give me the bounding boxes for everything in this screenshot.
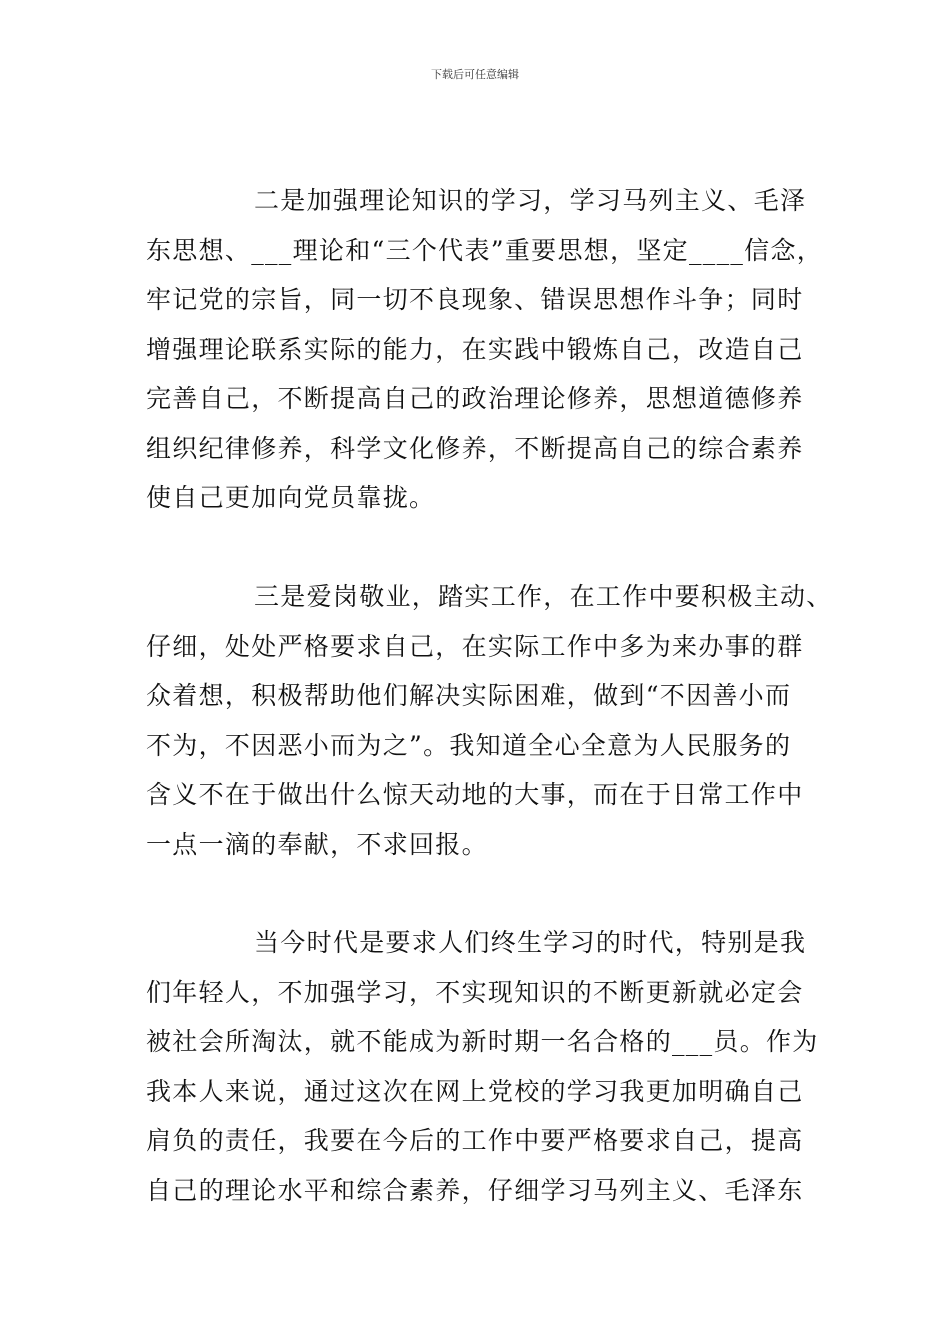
paragraph-2	[146, 572, 833, 869]
text-line: 被社会所淘汰，就不能成为新时期一名合格的___员。作为	[146, 1027, 819, 1056]
text-line: 仔细，处处严格要求自己，在实际工作中多为来办事的群	[146, 631, 804, 661]
text-line: 众着想，积极帮助他们解决实际困难，做到“不因善小而	[146, 681, 792, 710]
text-line: 当今时代是要求人们终生学习的时代，特别是我	[254, 928, 807, 957]
text-line: 肩负的责任，我要在今后的工作中要严格要求自己，提高	[146, 1126, 804, 1155]
text-line: 增强理论联系实际的能力，在实践中锻炼自己，改造自己	[146, 334, 804, 364]
text-line: 我本人来说，通过这次在网上党校的学习我更加明确自己	[146, 1076, 804, 1106]
text-line: 东思想、___理论和“三个代表”重要思想，坚定____信念，	[146, 235, 824, 265]
text-line: 含义不在于做出什么惊天动地的大事，而在于日常工作中	[146, 780, 804, 809]
text-line: 二是加强理论知识的学习，学习马列主义、毛泽	[254, 186, 807, 215]
text-line: 一点一滴的奉献，不求回报。	[146, 829, 488, 859]
paragraph-3	[146, 918, 826, 1215]
text-line: 牢记党的宗旨，同一切不良现象、错误思想作斗争；同时	[146, 285, 804, 314]
text-line: 组织纪律修养，科学文化修养，不断提高自己的综合素养	[146, 433, 804, 463]
text-line: 自己的理论水平和综合素养，仔细学习马列主义、毛泽东	[146, 1175, 804, 1205]
text-line: 三是爱岗敬业，踏实工作，在工作中要积极主动、	[254, 582, 833, 611]
paragraph-1	[146, 176, 826, 523]
text-line: 们年轻人，不加强学习，不实现知识的不断更新就必定会	[146, 977, 804, 1007]
text-line: 完善自己，不断提高自己的政治理论修养，思想道德修养	[146, 384, 804, 413]
text-line: 不为，不因恶小而为之”。我知道全心全意为人民服务的	[146, 730, 792, 760]
header-note: 下载后可任意编辑	[431, 68, 519, 81]
text-line: 使自己更加向党员靠拢。	[146, 483, 436, 512]
